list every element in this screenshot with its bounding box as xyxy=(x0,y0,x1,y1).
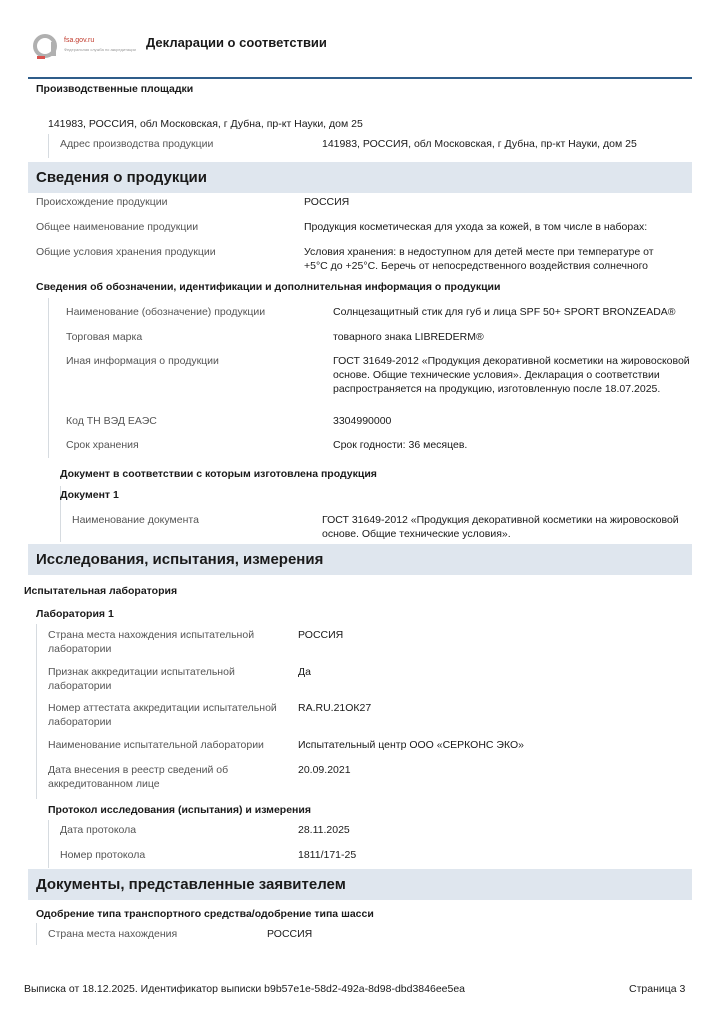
production-address: 141983, РОССИЯ, обл Московская, г Дубна, пр-кт Науки, дом 25 xyxy=(48,118,363,130)
product-section-title: Сведения о продукции xyxy=(36,169,207,186)
documents-section-title: Документы, представленные заявителем xyxy=(36,876,346,893)
indent-bar xyxy=(48,134,49,158)
protocol-heading: Протокол исследования (испытания) и измерения xyxy=(48,804,311,816)
product-name-label: Наименование (обозначение) продукции xyxy=(66,306,266,318)
certificate-value: RA.RU.21ОК27 xyxy=(298,702,372,714)
fsa-logo-icon xyxy=(33,32,59,60)
product-name-value: Солнцезащитный стик для губ и лица SPF 50+ SPORT BRONZEADA® xyxy=(333,306,676,318)
shelf-life-label: Срок хранения xyxy=(66,439,139,451)
document-name-value: ГОСТ 31649-2012 «Продукция декоративной косметики на жировосковой основе. Общие технические условия». xyxy=(322,514,679,540)
logo-site: fsa.gov.ru xyxy=(64,37,95,44)
identification-heading: Сведения об обозначении, идентификации и дополнительная информация о продукции xyxy=(36,281,501,293)
research-section-band xyxy=(28,544,692,575)
lab-1-heading: Лаборатория 1 xyxy=(36,608,114,620)
origin-label: Происхождение продукции xyxy=(36,196,168,208)
lab-heading: Испытательная лаборатория xyxy=(24,585,178,597)
lab-country-value: РОССИЯ xyxy=(298,629,344,641)
page-title: Декларации о соответствии xyxy=(146,35,327,50)
other-info-value: ГОСТ 31649-2012 «Продукция декоративной косметики на жировосковой основе. Общие технические условия». Декларация о соответствии распространяется на продукцию, изготовленную после 18.07.2025. xyxy=(333,355,690,395)
lab-name-label: Наименование испытательной лаборатории xyxy=(48,739,264,751)
origin-value: РОССИЯ xyxy=(304,196,350,208)
indent-bar xyxy=(48,298,49,458)
registry-date-label: Дата внесения в реестр сведений об аккредитованном лице xyxy=(48,764,229,790)
page-number: Страница 3 xyxy=(629,983,686,995)
other-info-label: Иная информация о продукции xyxy=(66,355,219,367)
indent-bar xyxy=(36,923,37,945)
approval-country-label: Страна места нахождения xyxy=(48,928,178,940)
approval-heading: Одобрение типа транспортного средства/одобрение типа шасси xyxy=(36,908,374,920)
general-name-value: Продукция косметическая для ухода за кожей, в том числе в наборах: xyxy=(304,221,648,233)
lab-name-value: Испытательный центр ООО «СЕРКОНС ЭКО» xyxy=(298,739,524,751)
documents-section-band xyxy=(28,869,692,900)
storage-label: Общие условия хранения продукции xyxy=(36,246,216,258)
brand-label: Торговая марка xyxy=(66,331,143,343)
tnved-value: 3304990000 xyxy=(333,415,392,427)
lab-country-label: Страна места нахождения испытательной лаборатории xyxy=(48,629,255,655)
header-divider xyxy=(28,77,692,79)
protocol-number-label: Номер протокола xyxy=(60,849,146,861)
accreditation-value: Да xyxy=(298,666,311,678)
brand-value: товарного знака LIBREDERM® xyxy=(333,331,484,343)
production-address-label: Адрес производства продукции xyxy=(60,138,214,150)
certificate-label: Номер аттестата аккредитации испытательной лаборатории xyxy=(48,702,277,728)
document-1-heading: Документ 1 xyxy=(60,489,119,501)
protocol-date-value: 28.11.2025 xyxy=(298,824,350,836)
indent-bar xyxy=(48,820,49,868)
logo-subtitle: Федеральная служба по аккредитации xyxy=(64,47,136,52)
accreditation-label: Признак аккредитации испытательной лаборатории xyxy=(48,666,235,692)
document-name-label: Наименование документа xyxy=(72,514,199,526)
indent-bar xyxy=(36,624,37,799)
research-section-title: Исследования, испытания, измерения xyxy=(36,551,324,568)
protocol-date-label: Дата протокола xyxy=(60,824,137,836)
registry-date-value: 20.09.2021 xyxy=(298,764,351,776)
shelf-life-value: Срок годности: 36 месяцев. xyxy=(333,439,468,451)
production-heading: Производственные площадки xyxy=(36,83,194,95)
general-name-label: Общее наименование продукции xyxy=(36,221,199,233)
document-heading: Документ в соответствии с которым изготовлена продукция xyxy=(60,468,377,480)
production-address-value: 141983, РОССИЯ, обл Московская, г Дубна, пр-кт Науки, дом 25 xyxy=(322,138,637,150)
storage-value: Условия хранения: в недоступном для детей месте при температуре от +5°С до +25°С. Беречь от непосредственного воздействия солнечного xyxy=(304,246,654,272)
approval-country-value: РОССИЯ xyxy=(267,928,313,940)
tnved-label: Код ТН ВЭД ЕАЭС xyxy=(66,415,157,427)
protocol-number-value: 1811/171-25 xyxy=(298,849,357,861)
extract-info: Выписка от 18.12.2025. Идентификатор выписки b9b57e1e-58d2-492a-8d98-dbd3846ee5ea xyxy=(24,983,466,995)
product-section-band xyxy=(28,162,692,193)
